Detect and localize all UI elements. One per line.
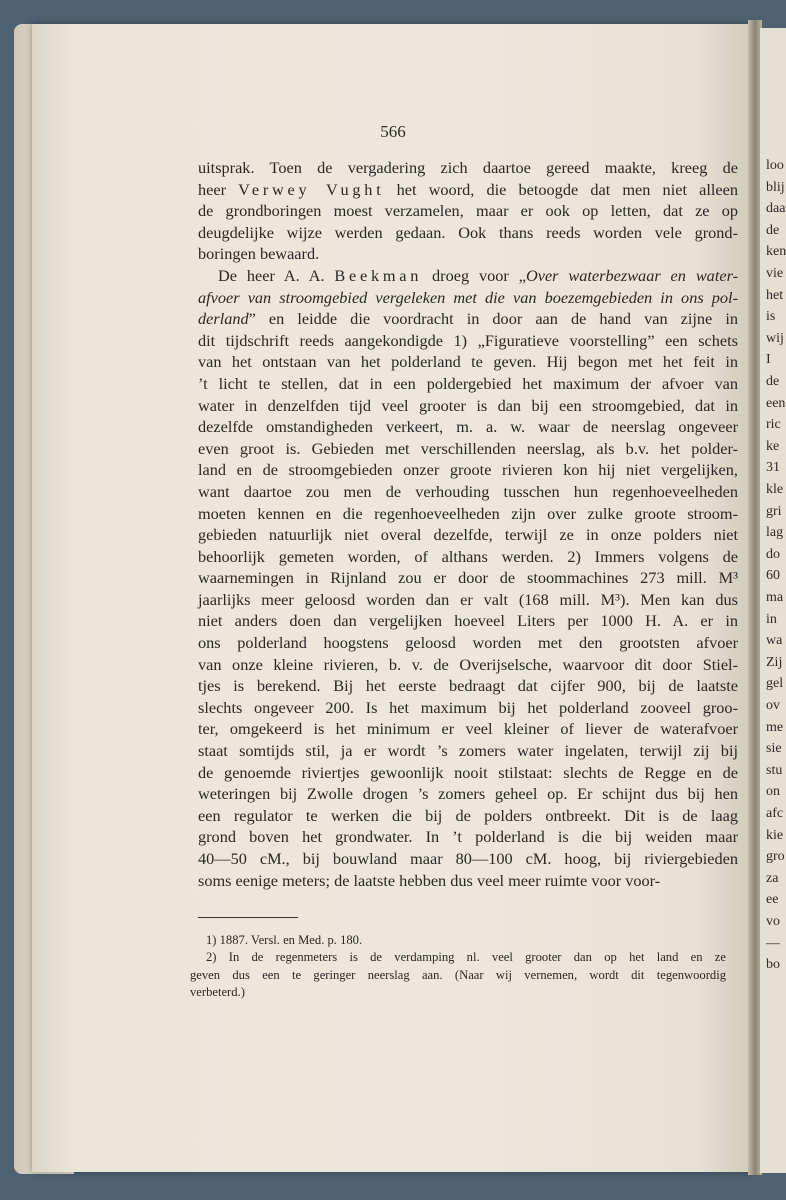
text-line: afvoer van stroomgebied vergeleken met die van boezemgebieden in ons pol- bbox=[198, 287, 738, 307]
facing-page-edge bbox=[760, 28, 786, 1173]
main-text bbox=[198, 157, 738, 891]
facing-page-fragment: het bbox=[766, 287, 784, 303]
footnote-line: verbeterd.) bbox=[190, 985, 245, 1000]
facing-page-fragment: do bbox=[766, 546, 780, 562]
facing-page-fragment: afc bbox=[766, 806, 784, 821]
text-line: gebieden natuurlijk niet overal dezelfde, terwijl ze in onze polders niet bbox=[198, 525, 738, 545]
text-line: behoorlijk gemeten worden, of althans werden. 2) Immers volgens de bbox=[198, 546, 738, 566]
facing-page-fragment: kle bbox=[766, 482, 784, 497]
facing-page-fragment: wa bbox=[766, 633, 783, 649]
facing-page-fragment: in bbox=[766, 611, 777, 627]
text-line: soms eenige meters; de laatste hebben dus veel meer ruimte voor voor- bbox=[198, 870, 661, 890]
facing-page-fragment: daa bbox=[766, 201, 786, 217]
facing-page-fragment: gel bbox=[766, 676, 784, 692]
facing-page-fragment: vo bbox=[766, 914, 780, 929]
text-line: ons polderland hoogstens geloosd worden met den grootsten afvoer bbox=[198, 633, 738, 653]
facing-page-fragment: I bbox=[766, 352, 771, 368]
facing-page-fragment: za bbox=[766, 870, 779, 886]
text-line: ter, omgekeerd is het minimum er veel kleiner of liever de waterafvoer bbox=[198, 719, 738, 739]
text-line: tjes is berekend. Bij het eerste bedraagt dat cijfer 900, bij de laatste bbox=[198, 676, 738, 696]
footnote-line: geven dus een te geringer neerslag aan. (Naar wij vernemen, wordt dit tegenwoordig bbox=[190, 967, 726, 982]
facing-page-fragment: blij bbox=[766, 179, 785, 195]
text-line: deugdelijke wijze werden gedaan. Ook thans reeds worden vele grond- bbox=[198, 222, 738, 242]
text-line: want daartoe zou men de verhouding tusschen hun regenhoeveelheden bbox=[198, 481, 738, 501]
facing-page-fragment: ken bbox=[766, 244, 786, 260]
text-line: moeten kennen en die regenhoeveelheden zijn over zulke groote stroom- bbox=[198, 503, 738, 523]
paragraph bbox=[198, 157, 738, 265]
footnotes bbox=[190, 932, 726, 1002]
text-line: even groot is. Gebieden met verschillenden neerslag, als b.v. het polder- bbox=[198, 438, 738, 458]
footnote-rule bbox=[198, 917, 298, 918]
facing-page-fragment: is bbox=[766, 309, 776, 325]
facing-page-fragment: gro bbox=[766, 849, 785, 865]
text-line: heer Verwey Vught het woord, die betoogde dat men niet alleen bbox=[198, 179, 738, 199]
text-line: van het ontstaan van het polderland te geven. Hij begon met het feit in bbox=[198, 352, 738, 372]
facing-page-fragment: me bbox=[766, 719, 784, 735]
text-line: de grondboringen moest verzamelen, maar er ook op letten, dat ze op bbox=[198, 201, 738, 221]
text-line: ’t licht te stellen, dat in een poldergebied het maximum der afvoer van bbox=[198, 373, 738, 393]
facing-page-fragment: wij bbox=[766, 330, 784, 346]
text-line: grond boven het grondwater. In ’t polderland is die bij weiden maar bbox=[198, 827, 738, 847]
text-line: een regulator te werken die bij de polders ontbreekt. Dit is de laag bbox=[198, 805, 738, 825]
text-line: 40—50 cM., bij bouwland maar 80—100 cM. hoog, bij riviergebieden bbox=[198, 849, 738, 868]
facing-page-fragment: 31 bbox=[766, 460, 780, 476]
text-line: dezelfde omstandigheden verkeert, m. a. w. waar de neerslag ongeveer bbox=[198, 417, 738, 437]
text-line: De heer A. A. Beekman droeg voor „Over waterbezwaar en water- bbox=[218, 265, 738, 285]
text-line: water in denzelfden tijd veel grooter is dan bij een stroomgebied, dat in bbox=[198, 395, 738, 415]
text-line: uitsprak. Toen de vergadering zich daartoe gereed maakte, kreeg de bbox=[198, 158, 738, 177]
facing-page-fragment: — bbox=[766, 935, 780, 951]
facing-page-fragment: bo bbox=[766, 957, 780, 973]
facing-page-fragment: 60 bbox=[766, 568, 780, 584]
facing-page-fragment: de bbox=[766, 374, 780, 389]
facing-page-fragment: stu bbox=[766, 762, 783, 778]
facing-page-fragment: sie bbox=[766, 741, 782, 757]
text-line: niet anders doen dan vergelijken hoeveel Liters per 1000 H. A. er in bbox=[198, 611, 738, 631]
facing-page-fragment: vie bbox=[766, 266, 784, 281]
facing-page-fragment: een bbox=[766, 395, 786, 411]
facing-page-fragment: ric bbox=[766, 417, 781, 433]
facing-page-fragment: de bbox=[766, 222, 780, 238]
text-line: derland” en leidde die voordracht in door aan de hand van zijne in bbox=[198, 309, 738, 329]
facing-page-fragment: ma bbox=[766, 590, 784, 605]
facing-page-fragment: ke bbox=[766, 438, 780, 454]
facing-page-fragment: kie bbox=[766, 827, 784, 843]
facing-page-fragment: on bbox=[766, 784, 780, 800]
footnote-line: 1) 1887. Versl. en Med. p. 180. bbox=[206, 933, 363, 947]
facing-page-fragment: ov bbox=[766, 698, 780, 713]
footnote-line: 2) In de regenmeters is de verdamping nl. veel grooter dan op het land en ze bbox=[206, 950, 726, 965]
text-line: land en de stroomgebieden onzer groote rivieren kon hij niet vergelijken, bbox=[198, 460, 738, 480]
text-line: waarnemingen in Rijnland zou er door de stoommachines 273 mill. M³ bbox=[198, 568, 738, 588]
text-line: boringen bewaard. bbox=[198, 244, 320, 264]
text-line: van onze kleine rivieren, b. v. de Overijselsche, waarvoor dit door Stiel- bbox=[198, 654, 738, 674]
facing-page-fragment: gri bbox=[766, 503, 782, 519]
text-line: weteringen bij Zwolle drogen ’s zomers geheel op. Er schijnt dus bij hen bbox=[198, 784, 738, 804]
paragraph bbox=[198, 265, 738, 891]
text-line: dit tijdschrift reeds aangekondigde 1) „Figuratieve voorstelling” een schets bbox=[198, 330, 738, 350]
facing-page-fragment: loo bbox=[766, 158, 784, 173]
facing-page-fragment: Zij bbox=[766, 654, 783, 670]
page-number: 566 bbox=[380, 122, 406, 141]
footnote bbox=[190, 949, 726, 1001]
facing-page-fragment: lag bbox=[766, 525, 784, 541]
facing-page-fragment: ee bbox=[766, 892, 779, 908]
text-line: slechts ongeveer 200. Is het maximum bij het polderland zooveel groo- bbox=[198, 697, 738, 717]
footnote bbox=[206, 932, 726, 949]
text-line: jaarlijks meer geloosd worden dan er valt (168 mill. M³). Men kan dus bbox=[198, 589, 738, 609]
text-line: staat somtijds stil, ja er wordt ’s zomers water ingelaten, terwijl zij bij bbox=[198, 741, 738, 761]
text-line: de genoemde riviertjes gewoonlijk nooit stilstaat: slechts de Regge en de bbox=[198, 762, 738, 782]
